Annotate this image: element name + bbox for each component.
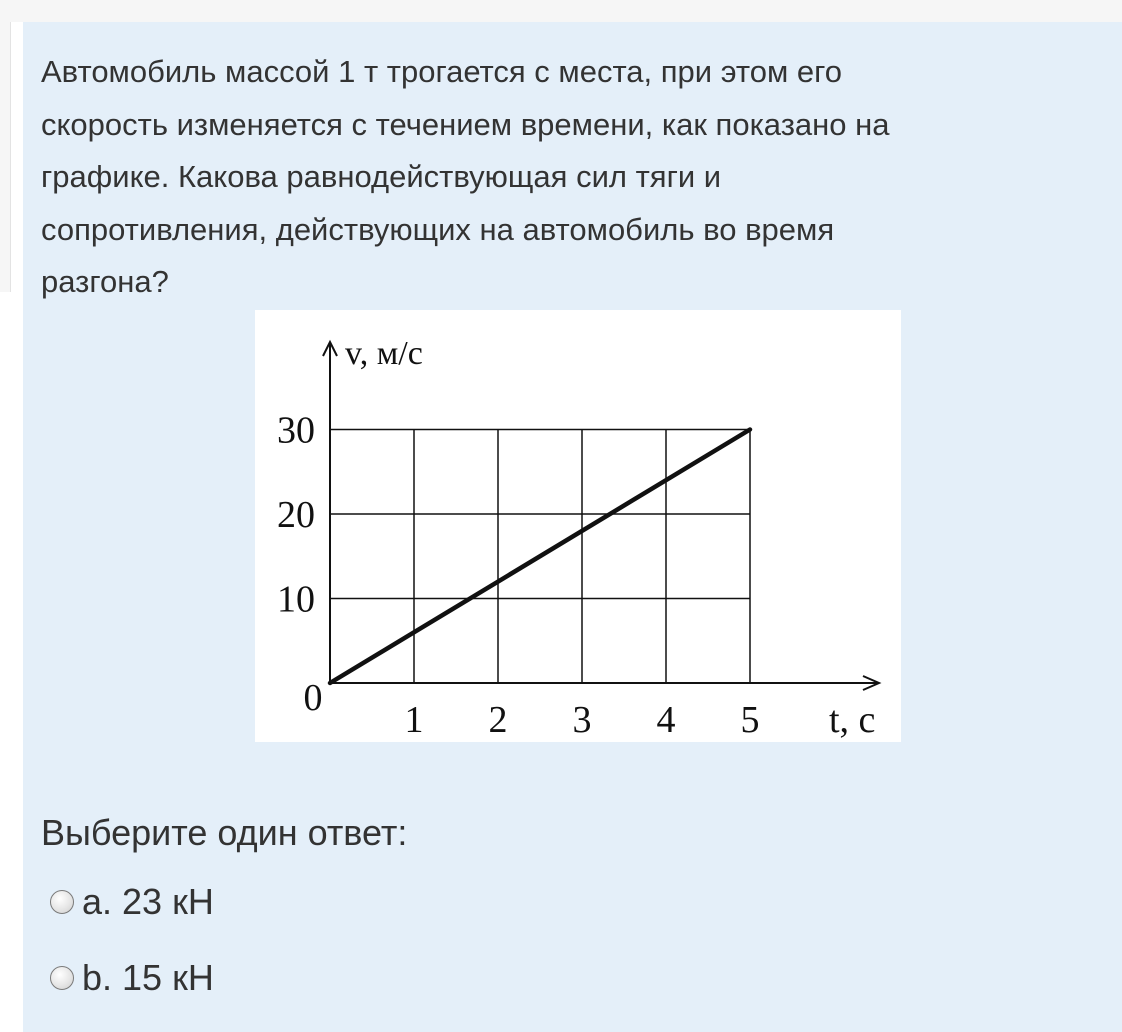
radio-option-a[interactable] [50, 890, 74, 914]
page-top-strip [0, 0, 1122, 22]
option-b-text: 15 кН [122, 957, 214, 998]
x-tick-label: 5 [740, 699, 760, 741]
option-b-letter: b. [82, 957, 113, 998]
y-axis-label: v, м/с [345, 335, 423, 372]
radio-option-b[interactable] [50, 966, 74, 990]
option-a-letter: a. [82, 881, 113, 922]
answer-prompt: Выберите один ответ: [41, 812, 408, 853]
question-line: скорость изменяется с течением времени, как показано на [41, 106, 890, 142]
question-text [41, 46, 1101, 309]
option-b[interactable] [50, 956, 214, 1000]
x-tick-label: 4 [656, 699, 676, 741]
origin-label: 0 [303, 677, 323, 719]
question-line: Автомобиль массой 1 т трогается с места, при этом его [41, 54, 842, 89]
left-edge-strip [0, 22, 11, 292]
x-tick-label: 1 [404, 699, 424, 741]
x-tick-label: 2 [488, 699, 508, 741]
question-line: сопротивления, действующих на автомобиль во время [41, 211, 835, 247]
question-panel [23, 22, 1122, 1032]
velocity-time-graph [255, 310, 901, 742]
question-line: разгона? [41, 264, 169, 299]
question-line: графике. Какова равнодействующая сил тяги и [41, 159, 722, 194]
velocity-line [330, 430, 750, 684]
y-tick-label: 30 [277, 409, 315, 452]
x-tick-label: 3 [572, 699, 592, 741]
chart-svg [255, 310, 901, 742]
x-axis-label: t, с [829, 699, 876, 741]
y-tick-label: 10 [277, 578, 315, 621]
option-a[interactable] [50, 880, 214, 924]
option-a-text: 23 кН [122, 881, 214, 922]
y-tick-label: 20 [277, 494, 315, 536]
